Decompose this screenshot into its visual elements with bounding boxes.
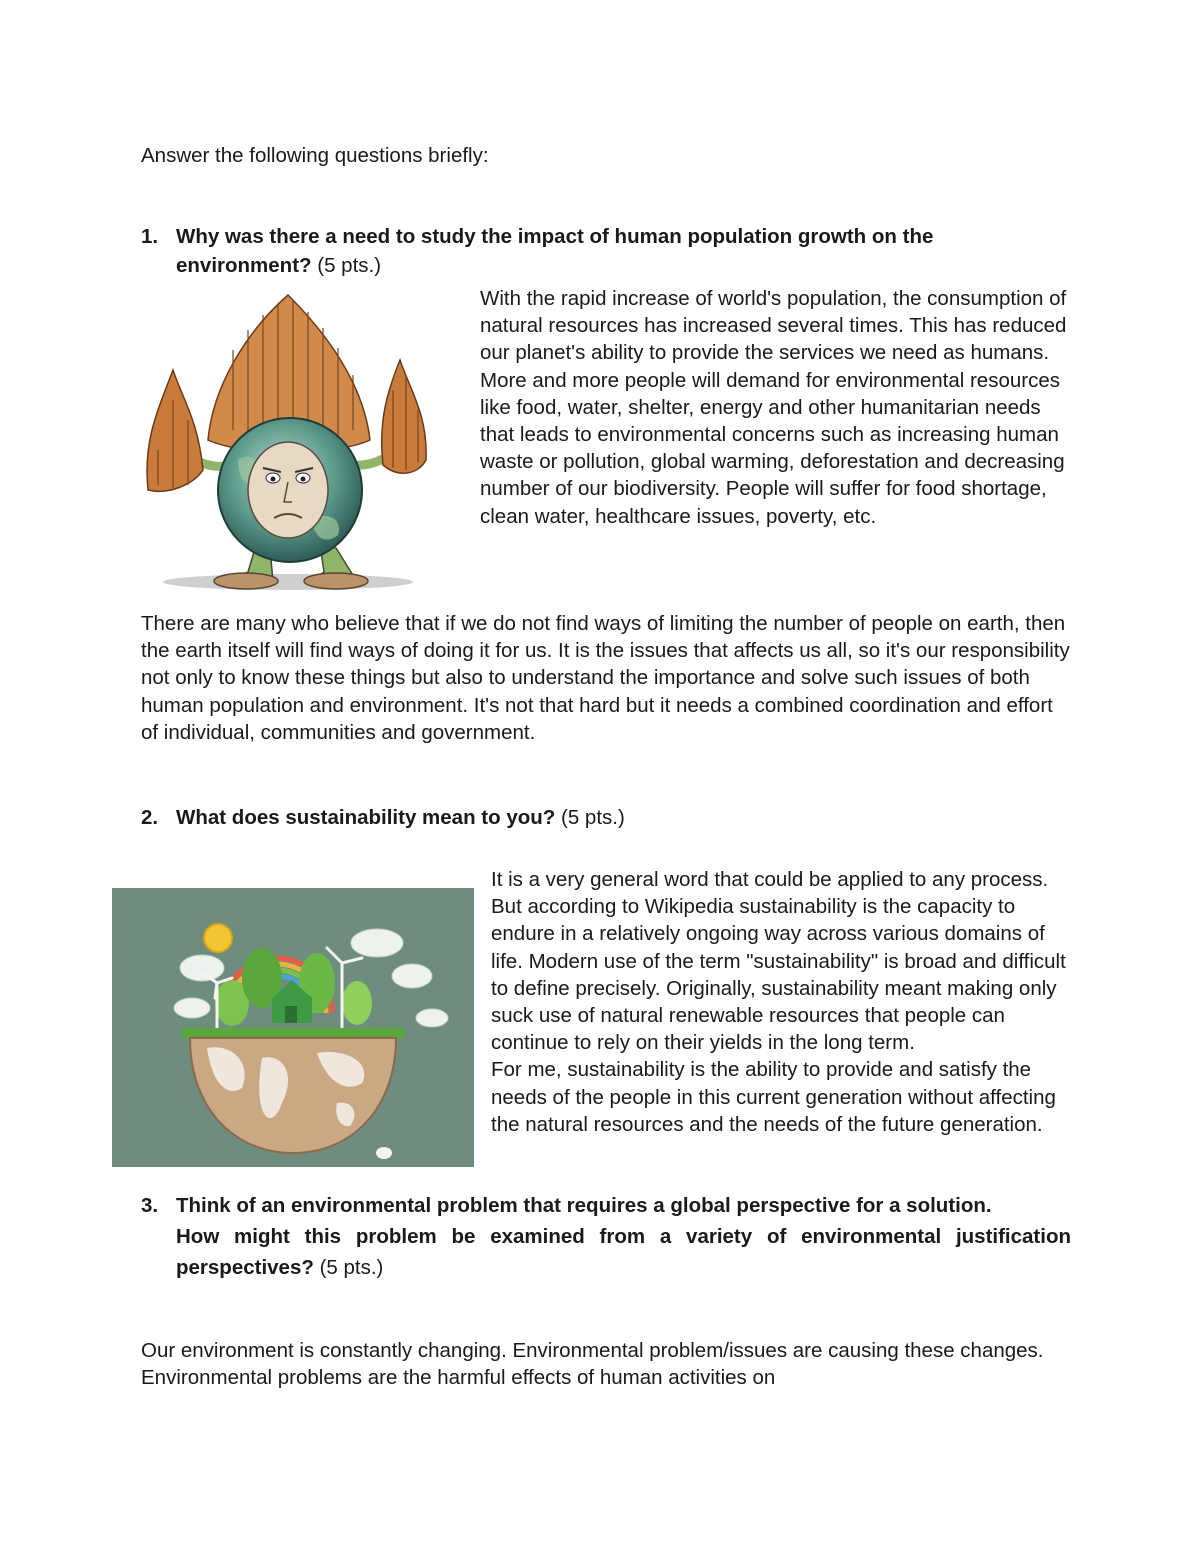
answer-2-text (491, 866, 1071, 1138)
question-points: (5 pts.) (311, 254, 382, 277)
answer-3-paragraph: Our environment is constantly changing. Environmental problem/issues are causing these changes. Environmental problems are the harmful effects of human activities on (141, 1339, 1044, 1390)
answer-2-paragraph-2: For me, sustainability is the ability to provide and satisfy the needs of the people in this current generation without affecting the natural resources and the needs of the future generation. (491, 1058, 1056, 1136)
answer-1-text: With the rapid increase of world's population, the consumption of natural resources has increased several times. This has reduced our planet's ability to provide the services we need as humans. More and more people will demand for environmental resources like food, water, shelter, energy and other humanitarian needs that leads to environmental concerns such as increasing human waste or pollution, global warming, deforestation and decreasing number of our biodiversity. People will suffer for food shortage, clean water, healthcare issues, poverty, etc. (480, 287, 1067, 528)
question-number: 2. (141, 806, 159, 829)
question-text-part-2: How might this problem be examined from a variety of environmental justification perspectives? (176, 1225, 1071, 1279)
question-text: What does sustainability mean to you? (176, 806, 556, 829)
question-2 (141, 803, 1071, 832)
question-points: (5 pts.) (313, 1256, 384, 1279)
question-points: (5 pts.) (555, 806, 625, 829)
instructions: Answer the following questions briefly: (141, 144, 489, 167)
question-text: Why was there a need to study the impact of human population growth on the environment? (176, 225, 934, 277)
question-text-part-1: Think of an environmental problem that requires a global perspective for a solution. (176, 1194, 992, 1217)
overpopulated-earth-illustration (138, 290, 440, 595)
question-number: 3. (141, 1194, 159, 1217)
question-3 (141, 1190, 1071, 1283)
answer-1-paragraph: There are many who believe that if we do not find ways of limiting the number of people on earth, then the earth itself will find ways of doing it for us. It is the issues that affects us all, so it's our responsibility not only to know these things but also to understand the importance and solve such issues of both human population and environment. It's not that hard but it needs a combined coordination and effort of individual, communities and government. (141, 612, 1070, 744)
question-1 (141, 222, 1071, 280)
sustainable-earth-illustration (112, 888, 474, 1167)
answer-2-paragraph-1: It is a very general word that could be applied to any process. But according to Wikipedia sustainability is the capacity to endure in a relatively ongoing way across various domains of life. Modern use of the term "sustainability" is broad and difficult to define precisely. Originally, sustainability meant making only suck use of natural renewable resources that people can continue to rely on their yields in the long term. (491, 868, 1066, 1055)
question-number: 1. (141, 225, 159, 248)
